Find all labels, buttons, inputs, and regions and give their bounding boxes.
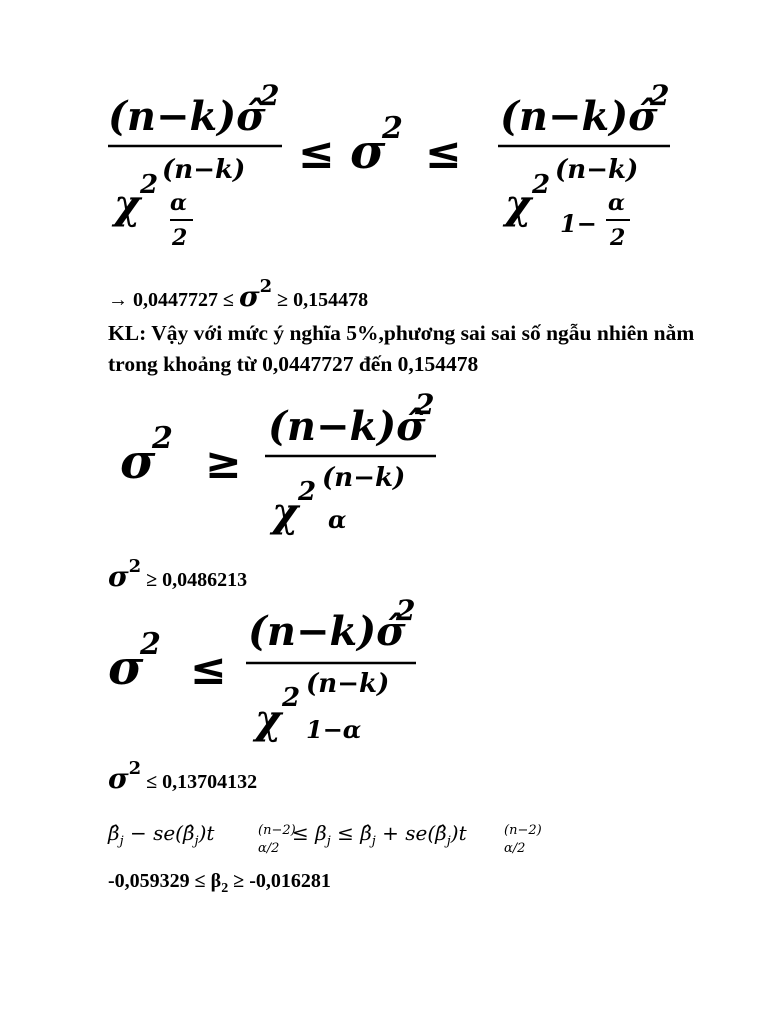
sigma-squared: $\sigma^2$ <box>108 556 142 593</box>
beta-index: 2 <box>221 881 229 896</box>
svg-text:2: 2 <box>152 421 173 456</box>
svg-text:≤: ≤ <box>425 128 462 179</box>
svg-text:α: α <box>328 505 347 534</box>
svg-text:χ: χ <box>114 181 141 228</box>
sigma-squared: $\sigma^2$ <box>108 758 142 795</box>
svg-text:(n−k): (n−k) <box>322 463 406 493</box>
svg-text:2: 2 <box>396 594 416 627</box>
svg-text:(n−2): (n−2) <box>504 823 542 838</box>
ge-symbol: ≥ <box>146 569 158 591</box>
svg-text:≤: ≤ <box>298 128 335 179</box>
svg-text:≤: ≤ <box>190 644 227 695</box>
svg-text:2: 2 <box>140 170 159 200</box>
svg-text:α/2: α/2 <box>258 841 280 856</box>
svg-text:2: 2 <box>415 388 435 421</box>
beta-symbol <box>210 870 229 896</box>
le-symbol: ≤ <box>194 870 206 892</box>
svg-text:2: 2 <box>650 79 670 112</box>
svg-text:≥: ≥ <box>205 438 242 489</box>
svg-text:1−: 1− <box>560 209 597 238</box>
svg-text:≤ βj ≤ β̂j + se(β̂j)t: ≤ $\beta_j$ ≤ $\betâ_j$ + $se(\betâ_j)t$ <box>292 821 467 849</box>
svg-text:2: 2 <box>172 225 188 251</box>
svg-text:χ: χ <box>505 181 532 228</box>
arrow-symbol: → <box>108 289 128 311</box>
le-symbol: ≤ <box>223 289 234 311</box>
svg-text:2: 2 <box>282 683 301 713</box>
svg-text:χ: χ <box>255 696 282 743</box>
svg-text:2: 2 <box>260 79 280 112</box>
beta-letter: β <box>210 870 222 892</box>
sigma-squared: $\sigma^2$ <box>238 276 273 313</box>
ge-symbol: ≥ <box>233 870 245 892</box>
svg-text:(n−k): (n−k) <box>555 155 639 185</box>
svg-text:(n−k)σ̂: (n−k)σ̂ <box>500 93 658 140</box>
upper-one-sided-value: 0,13704132 <box>162 771 258 793</box>
svg-text:α: α <box>170 190 187 216</box>
lower-one-sided-value: 0,0486213 <box>162 569 248 591</box>
ge-symbol: ≥ <box>277 289 289 311</box>
beta-interval-result <box>108 870 331 897</box>
svg-text:α: α <box>608 190 625 216</box>
svg-text:2: 2 <box>532 170 551 200</box>
svg-text:(n−k): (n−k) <box>306 669 390 699</box>
svg-text:σ: σ <box>120 434 156 490</box>
svg-text:(n−k)σ̂: (n−k)σ̂ <box>268 403 426 450</box>
lower-bound-value: 0,0447727 <box>133 289 218 311</box>
svg-text:2: 2 <box>140 627 161 662</box>
svg-text:χ: χ <box>272 489 299 536</box>
upper-bound-value: 0,154478 <box>293 289 369 311</box>
svg-text:α/2: α/2 <box>504 841 526 856</box>
beta-upper-value: -0,016281 <box>249 870 331 892</box>
le-symbol: ≤ <box>146 771 158 793</box>
conclusion-paragraph: KL: Vậy với mức ý nghĩa 5%,phương sai sai số ngẫu nhiên nằm trong khoảng từ 0,0447727 đến 0,154478 <box>108 321 695 376</box>
beta-lower-value: -0,059329 <box>108 870 190 892</box>
svg-text:2: 2 <box>610 225 626 251</box>
svg-text:(n−k)σ̂: (n−k)σ̂ <box>248 608 406 655</box>
svg-text:σ: σ <box>350 124 386 180</box>
svg-text:2: 2 <box>382 111 403 146</box>
svg-text:(n−k)σ̂: (n−k)σ̂ <box>108 93 266 140</box>
svg-text:β̂j − se(β̂j)t: $\betâ_j$ − $se(\betâ_j)t$ <box>108 821 215 849</box>
svg-text:(n−2): (n−2) <box>258 823 296 838</box>
svg-text:σ: σ <box>108 640 144 696</box>
svg-text:2: 2 <box>298 477 317 507</box>
svg-text:1−α: 1−α <box>306 715 362 744</box>
svg-text:(n−k): (n−k) <box>162 155 246 185</box>
